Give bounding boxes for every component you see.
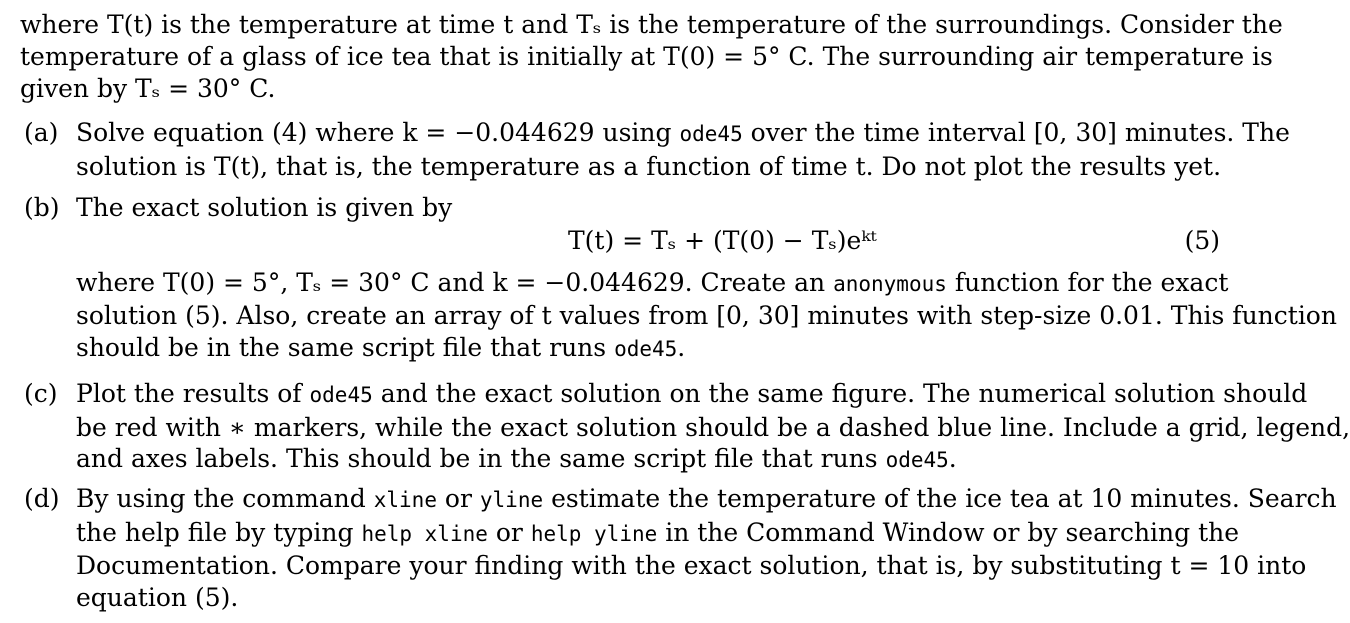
item-d-text: in the Command Window or by searching the [665, 517, 1240, 547]
item-c-text: Plot the results of [76, 379, 302, 408]
item-a-line-1 [76, 117, 1290, 151]
intro-paragraph [20, 9, 1283, 105]
item-d-line-3: Documentation. Compare your finding with the exact solution, that is, by substituting t = 10 into [76, 551, 1307, 580]
equation-number: (5) [1184, 225, 1220, 255]
code-yline: yline [479, 488, 544, 512]
item-b-body [76, 192, 1337, 365]
item-d-line-4: equation (5). [76, 582, 239, 612]
equation-row [76, 224, 1220, 258]
item-d-text: or [444, 484, 472, 513]
item-d-body [76, 483, 1337, 613]
item-a-text: Solve equation (4) where k = −0.044629 using [76, 118, 672, 147]
code-ode45: ode45 [309, 383, 373, 407]
item-c-text: and axes labels. This should be in the same script file that runs [76, 444, 878, 473]
item-b-line-1: The exact solution is given by [76, 193, 453, 222]
item-b-text: where T(0) = 5°, Tₛ = 30° C and k = −0.044629. Create an [76, 267, 826, 297]
item-b-label: (b) [24, 193, 60, 222]
code-ode45: ode45 [885, 448, 949, 472]
item-d-text: the help file by typing [76, 517, 354, 547]
item-b-line-2 [76, 267, 1229, 301]
exact-solution-equation: T(t) = Tₛ + (T(0) − Tₛ)eᵏᵗ [568, 225, 877, 255]
code-help-yline: help yline [530, 521, 658, 546]
item-b-text: function for the exact [954, 267, 1229, 297]
item-c-line-2: be red with ∗ markers, while the exact solution should be a dashed blue line. Include a grid, legend, [76, 412, 1350, 442]
item-b-line-4 [76, 332, 1220, 366]
code-ode45: ode45 [679, 122, 743, 146]
item-d-text: or [495, 517, 523, 547]
item-d-text: By using the command [76, 484, 366, 513]
item-b [24, 192, 1337, 365]
item-a-body [76, 117, 1290, 182]
item-c-text: and the exact solution on the same figure. The numerical solution should [380, 379, 1308, 408]
code-anonymous: anonymous [833, 271, 947, 296]
item-c-label: (c) [24, 379, 58, 408]
item-d [24, 483, 1337, 613]
code-help-xline: help xline [361, 521, 488, 546]
item-d-label: (d) [24, 484, 60, 513]
code-ode45: ode45 [614, 336, 678, 361]
item-d-line-1 [76, 483, 1337, 517]
item-c-line-3 [76, 443, 1220, 477]
item-c-line-1 [76, 378, 1308, 412]
item-a-line-2: solution is T(t), that is, the temperature as a function of time t. Do not plot the results yet. [76, 151, 1222, 181]
intro-line-1: where T(t) is the temperature at time t and Tₛ is the temperature of the surroundings. Consider the [20, 10, 1283, 39]
item-d-line-2 [76, 517, 1240, 551]
item-b-text: should be in the same script file that runs [76, 332, 607, 362]
item-c-body [76, 378, 1350, 477]
item-c [24, 378, 1350, 477]
intro-line-3: given by Tₛ = 30° C. [20, 74, 276, 103]
item-a-text: over the time interval [0, 30] minutes. The [750, 118, 1290, 147]
code-xline: xline [373, 488, 437, 512]
item-a [24, 117, 1290, 182]
item-b-text: . [677, 332, 686, 362]
item-c-text: . [948, 444, 957, 473]
intro-line-2: temperature of a glass of ice tea that is initially at T(0) = 5° C. The surrounding air temperature is [20, 42, 1273, 71]
item-a-label: (a) [24, 118, 59, 147]
item-d-text: estimate the temperature of the ice tea at 10 minutes. Search [551, 484, 1337, 513]
item-b-line-3: solution (5). Also, create an array of t values from [0, 30] minutes with step-size 0.01. This function [76, 301, 1337, 330]
